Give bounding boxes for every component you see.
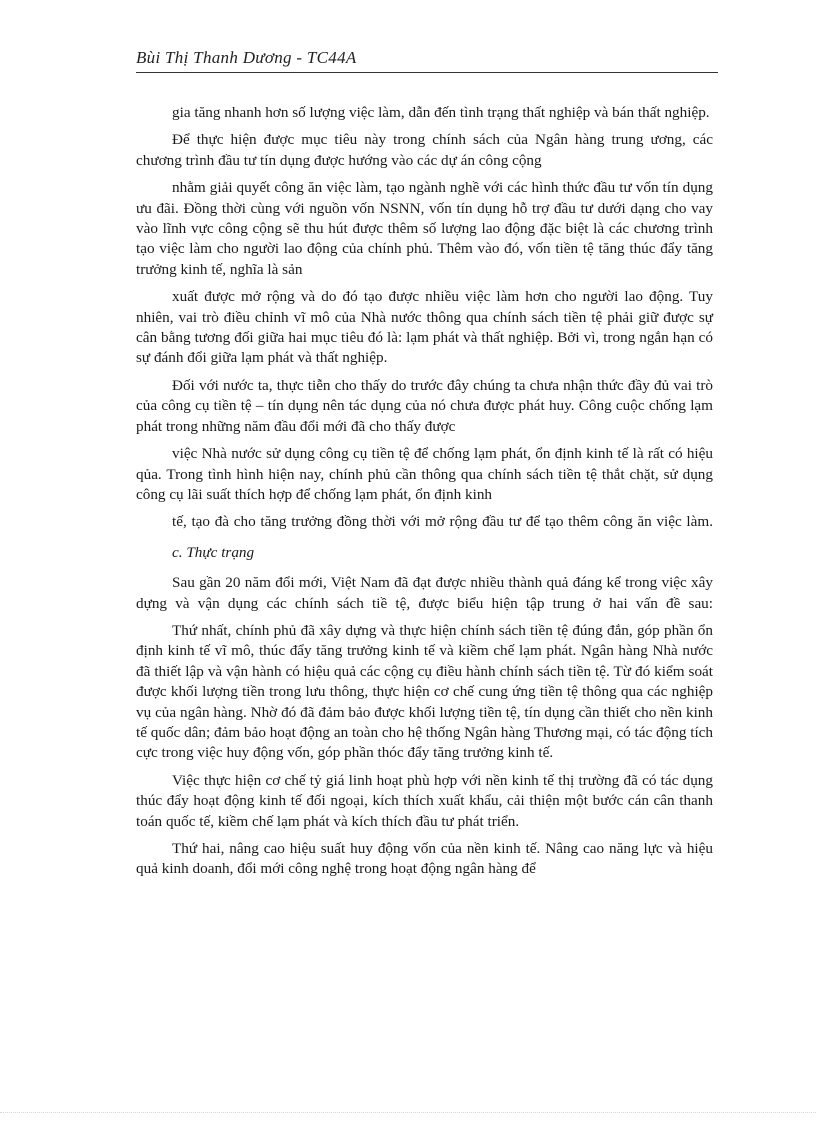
paragraph: Thứ nhất, chính phủ đã xây dựng và thực hiện chính sách tiền tệ đúng đắn, góp phần ổn định kinh tế vĩ mô, thúc đẩy tăng trưởng kinh tế và kiềm chế lạm phát. Ngân hàng Nhà nước đã thiết lập và vận hành có hiệu quả các cộng cụ điều hành chính sách tiền tệ. Từ đó kiểm soát được khối lượng tiền trong lưu thông, thực hiện cơ chế cung ứng tiền tệ thông qua các nghiệp vụ của ngân hàng. Nhờ đó đã đảm bảo được khối lượng tiền tệ, tín dụng cần thiết cho nền kinh tế quốc dân; đảm bảo hoạt động an toàn cho hệ thống Ngân hàng Thương mại, có tác động tích cực trong việc huy động vốn, góp phần thóc đẩy tăng trưởng kinh tế. [136,621,713,762]
paragraph: Thứ hai, nâng cao hiệu suất huy động vốn của nền kinh tế. Nâng cao năng lực và hiệu quả kinh doanh, đổi mới công nghệ trong hoạt động ngân hàng để [136,840,713,878]
page-header [136,48,718,73]
paragraph: Việc thực hiện cơ chế tỷ giá linh hoạt phù hợp với nền kinh tế thị trường đã có tác dụng thúc đẩy hoạt động kinh tế đối ngoại, kích thích xuất khẩu, cải thiện một bước cán cân thanh toán quốc tế, kiềm chế lạm phát và kích thích đầu tư phát triển. [136,771,713,830]
paragraph: gia tăng nhanh hơn số lượng việc làm, dẫn đến tình trạng thất nghiệp và bán thất nghiệp. [172,104,710,121]
section-heading: c. Thực trạng [172,543,255,561]
page-bottom-divider [0,1112,816,1113]
paragraph: Để thực hiện được mục tiêu này trong chính sách của Ngân hàng trung ương, các chương trình đầu tư tín dụng được hướng vào các dự án công cộng [136,131,713,169]
paragraph: Đối với nước ta, thực tiễn cho thấy do trước đây chúng ta chưa nhận thức đầy đủ vai trò của công cụ tiền tệ – tín dụng nên tác dụng của nó chưa được phát huy. Công cuộc chống lạm phát trong những năm đầu đổi mới đã cho thấy được [136,376,713,435]
paragraph: Sau gần 20 năm đổi mới, Việt Nam đã đạt được nhiều thành quả đáng kể trong việc xây dựng và vận dụng các chính sách tiề tệ, được biểu hiện tập trung ở hai vấn đề sau: [136,574,713,612]
paragraph: việc Nhà nước sử dụng công cụ tiền tệ để chống lạm phát, ổn định kinh tế là rất có hiệu qủa. Trong tình hình hiện nay, chính phủ cần thông qua chính sách tiền tệ thắt chặt, sử dụng công cụ lãi suất thích hợp để chống lạm phát, ổn định kinh [136,445,713,503]
document-body [136,103,713,887]
header-author: Bùi Thị Thanh Dương - TC44A [136,48,357,67]
paragraph: nhằm giải quyết công ăn việc làm, tạo ngành nghề với các hình thức đầu tư vốn tín dụng ưu đãi. Đồng thời cùng với nguồn vốn NSNN, vốn tín dụng hỗ trợ đầu tư dưới dạng cho vay vào lĩnh vực công cộng sẽ thu hút được thêm số lượng lao động đặc biệt là các chương trình tạo việc làm cho người lao động của chính phủ. Thêm vào đó, vốn tiền tệ tăng thúc đẩy tăng trưởng kinh tế, nghĩa là sản [136,179,713,278]
paragraph: xuất được mở rộng và do đó tạo được nhiều việc làm hơn cho người lao động. Tuy nhiên, vai trò điều chỉnh vĩ mô của Nhà nước thông qua chính sách tiền tệ phải giữ được sự cân bằng tương đối giữa hai mục tiêu đó là: lạm phát và thất nghiệp. Bởi vì, trong ngắn hạn có sự đánh đổi giữa lạm phát và thất nghiệp. [136,288,713,367]
paragraph: tế, tạo đà cho tăng trưởng đồng thời với mở rộng đầu tư để tạo thêm công ăn việc làm. [172,513,713,531]
